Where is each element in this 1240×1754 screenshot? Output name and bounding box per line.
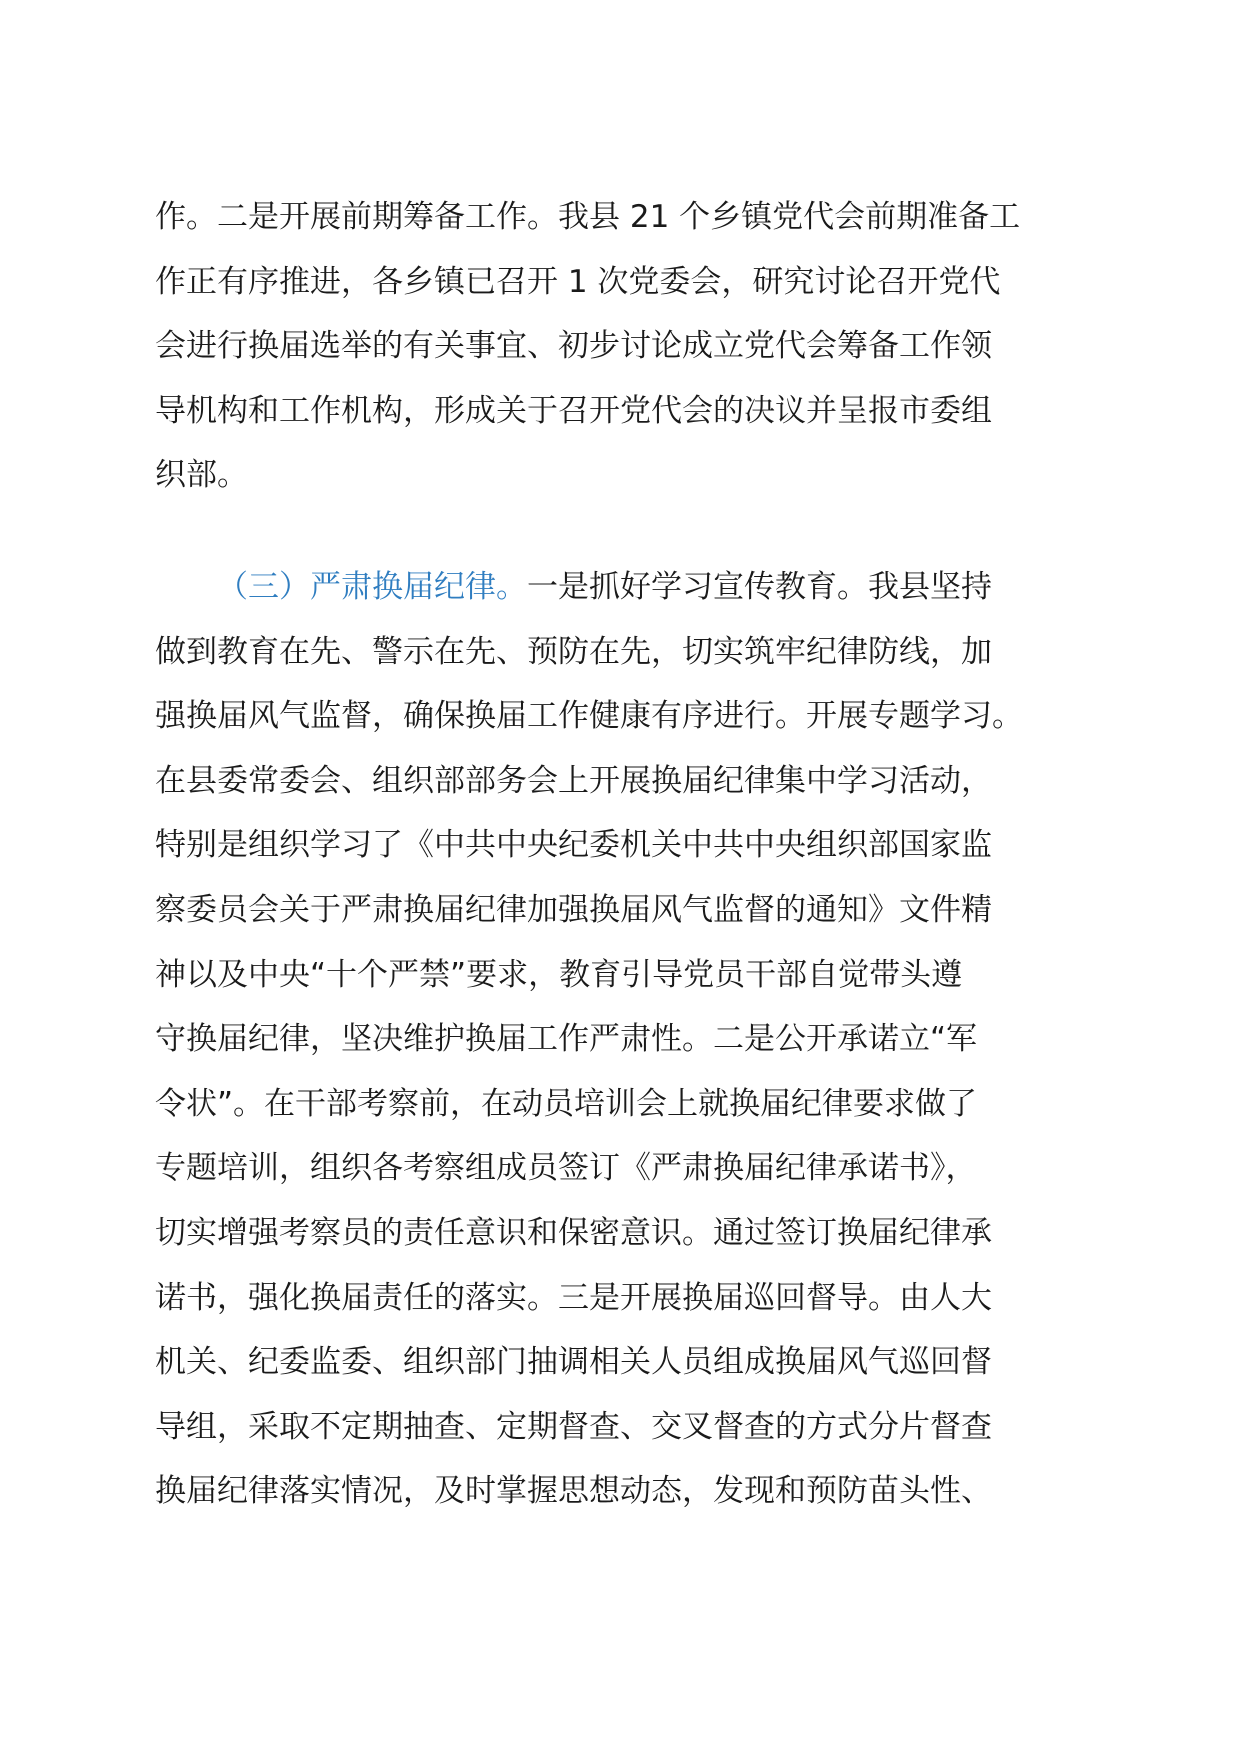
text-line: 令状”。在干部考察前，在动员培训会上就换届纪律要求做了 xyxy=(155,1085,978,1122)
text-line: 在县委常委会、组织部部务会上开展换届纪律集中学习活动， xyxy=(155,762,992,799)
text-line: 诺书，强化换届责任的落实。三是开展换届巡回督导。由人大 xyxy=(155,1279,992,1316)
section-heading: （三）严肃换届纪律。 xyxy=(217,569,527,605)
text-line: 作正有序推进，各乡镇已召开 1 次党委会，研究讨论召开党代 xyxy=(155,263,1001,300)
paragraph-first-line xyxy=(155,555,1095,620)
text-line: 做到教育在先、警示在先、预防在先，切实筑牢纪律防线，加 xyxy=(155,633,992,670)
text-line: 导机构和工作机构，形成关于召开党代会的决议并呈报市委组 xyxy=(155,392,992,429)
text-line: 导组，采取不定期抽查、定期督查、交叉督查的方式分片督查 xyxy=(155,1408,992,1445)
text-segment: 一是抓好学习宣传教育。我县坚持 xyxy=(527,569,992,605)
text-line: 织部。 xyxy=(155,457,248,494)
text-line: 强换届风气监督，确保换届工作健康有序进行。开展专题学习。 xyxy=(155,698,1023,735)
text-line: 切实增强考察员的责任意识和保密意识。通过签订换届纪律承 xyxy=(155,1214,992,1251)
text-line: 会进行换届选举的有关事宜、初步讨论成立党代会筹备工作领 xyxy=(155,328,992,365)
text-line: 守换届纪律，坚决维护换届工作严肃性。二是公开承诺立“军 xyxy=(155,1021,978,1058)
text-line: 察委员会关于严肃换届纪律加强换届风气监督的通知》文件精 xyxy=(155,891,992,928)
text-line: 机关、纪委监委、组织部门抽调相关人员组成换届风气巡回督 xyxy=(155,1344,992,1381)
text-line: 特别是组织学习了《中共中央纪委机关中共中央组织部国家监 xyxy=(155,827,992,864)
text-line: 换届纪律落实情况，及时掌握思想动态，发现和预防苗头性、 xyxy=(155,1473,992,1510)
text-line: 神以及中央“十个严禁”要求，教育引导党员干部自觉带头遵 xyxy=(155,956,963,993)
paragraph-1 xyxy=(155,185,1095,508)
text-line: 作。二是开展前期筹备工作。我县 21 个乡镇党代会前期准备工 xyxy=(155,199,1021,235)
text-line: 专题培训，组织各考察组成员签订《严肃换届纪律承诺书》， xyxy=(155,1150,977,1187)
paragraph-2 xyxy=(155,555,1095,1524)
